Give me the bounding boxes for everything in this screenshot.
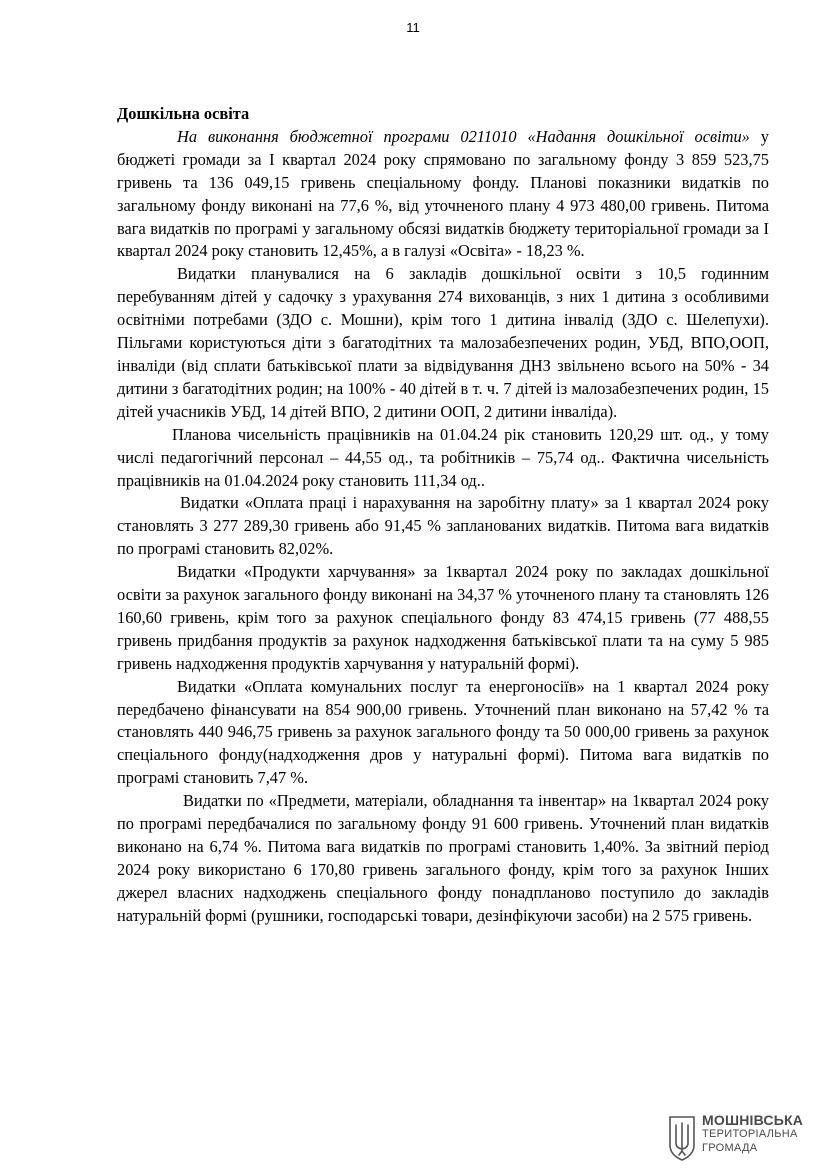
logo-text [702,1113,803,1155]
paragraph-institutions: Видатки планувалися на 6 закладів дошкільної освіти з 10,5 годинним перебуванням дітей у садочку з урахування 274 вихованців, з них 1 дитина з особливими освітніми потребами (ЗДО с. Мошни), крім того 1 дитина інвалід (ЗДО с. Шелепухи). Пільгами користуються діти з багатодітних та малозабезпечених родин, УБД, ВПО,ООП, інваліди (від сплати батьківської плати за відвідування ДНЗ звільнено всього на 50% - 34 дитини з багатодітних родин; на 100% - 40 дітей в т. ч. 7 дітей із малозабезпечених родин, 15 дітей учасників УБД, 14 дітей ВПО, 2 дитини ООП, 2 дитини інваліда). [117,264,769,421]
trident-coat-of-arms-icon [667,1115,697,1161]
paragraph-materials: Видатки по «Предмети, матеріали, обладнання та інвентар» на 1квартал 2024 року по програмі передбачалися по загальному фонду 91 600 гривень. Уточнений план видатків виконано на 6,74 %. Питома вага видатків по програмі становить 1,40%. За звітний період 2024 року використано 6 170,80 гривень загального фонду, крім того за рахунок Інших джерел власних надходжень спеціального фонду понадпланово поступило до закладів натуральній формі (рушники, господарські товари, дезінфікуючи засоби) на 2 575 гривень. [117,791,769,925]
community-logo [667,1113,817,1163]
paragraph-staff: Планова чисельність працівників на 01.04.24 рік становить 120,29 шт. од., у тому числі педагогічний персонал – 44,55 од., та робітників – 75,74 од.. Фактична чисельність працівників на 01.04.2024 року становить 111,34 од.. [117,424,769,490]
logo-line-3: ГРОМАДА [702,1142,758,1154]
paragraph-budget-program [117,126,769,263]
program-name: На виконання бюджетної програми 0211010 «Надання дошкільної освіти» [177,126,750,146]
paragraph-salary: Видатки «Оплата праці і нарахування на заробітну плату» за 1 квартал 2024 року становлять 3 277 289,30 гривень або 91,45 % запланованих видатків. Питома вага видатків по програмі становить 82,02%. [117,493,769,559]
logo-line-1: МОШНІВСЬКА [702,1112,804,1128]
document-body [117,103,769,928]
paragraph-budget-program-text: у бюджеті громади за І квартал 2024 року спрямовано по загальному фонду 3 859 523,75 гривень та 136 049,15 гривень спеціальному фонду. Планові показники видатків по загальному фонду виконані на 77,6 %, від уточненого плану 4 973 480,00 гривень. Питома вага видатків по програмі у загальному обсязі видатків бюджету територіальної громади за І квартал 2024 року становить 12,45%, а в галузі «Освіта» - 18,23 %. [117,126,769,261]
page-number: 11 [406,20,420,35]
section-title: Дошкільна освіта [117,104,250,123]
paragraph-utilities: Видатки «Оплата комунальних послуг та енергоносіїв» на 1 квартал 2024 року передбачено фінансувати на 854 900,00 гривень. Уточнений план виконано на 57,42 % та становлять 440 946,75 гривень за рахунок загального фонду та 50 000,00 гривень за рахунок спеціального фонду(надходження дров у натуральні формі). Питома вага видатків по програмі становить 7,47 %. [117,676,769,788]
logo-line-2: ТЕРИТОРІАЛЬНА [702,1128,798,1140]
paragraph-food: Видатки «Продукти харчування» за 1квартал 2024 року по закладах дошкільної освіти за рахунок загального фонду виконані на 34,37 % уточненого плану та становлять 126 160,60 гривень, крім того за рахунок спеціального фонду 83 474,15 гривень (77 488,55 гривень придбання продуктів за рахунок надходження батьківської плати та на суму 5 985 гривень надходження продуктів харчування у натуральній формі). [117,562,769,673]
